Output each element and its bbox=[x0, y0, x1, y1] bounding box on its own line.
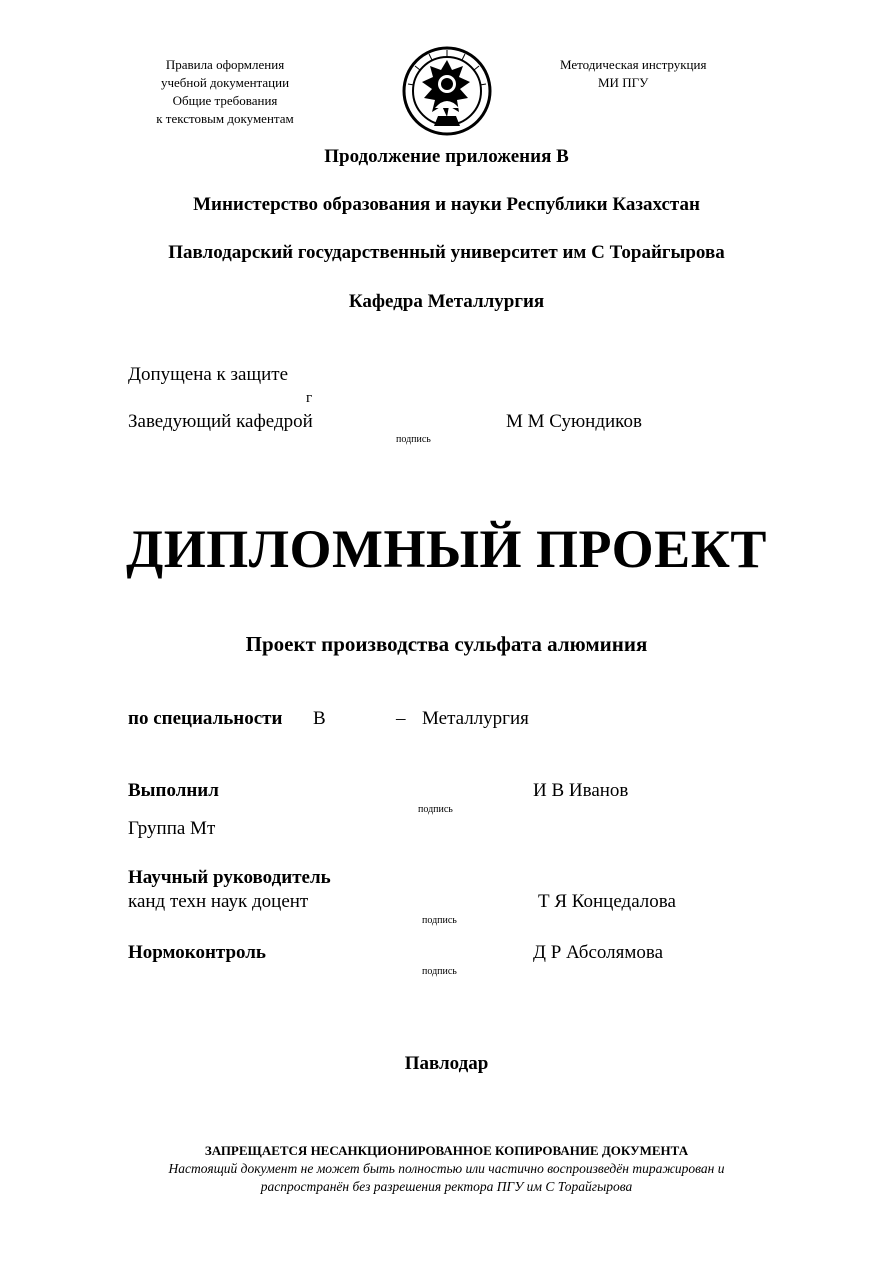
normcontrol-name: Д Р Абсолямова bbox=[533, 942, 664, 963]
copy-notice-line: Настоящий документ не может быть полностью или частично воспроизведён тиражирован и bbox=[168, 1161, 725, 1176]
header-left-block bbox=[120, 56, 330, 128]
signature-caption: подпись bbox=[422, 966, 457, 977]
document-title: ДИПЛОМНЫЙ ПРОЕКТ bbox=[126, 519, 767, 579]
header-right-line: Методическая инструкция bbox=[560, 57, 707, 72]
signature-caption: подпись bbox=[422, 915, 457, 926]
signature-caption: подпись bbox=[396, 434, 431, 445]
header-left-line: Общие требования bbox=[172, 93, 278, 108]
header-right-block bbox=[560, 56, 750, 92]
specialty-code: В bbox=[313, 708, 326, 729]
header-left-line: Правила оформления bbox=[165, 57, 285, 72]
header-left-line: учебной документации bbox=[160, 75, 290, 90]
supervisor-degree: канд техн наук доцент bbox=[128, 891, 309, 912]
performer-label: Выполнил bbox=[128, 780, 219, 801]
ministry-heading: Министерство образования и науки Республики Казахстан bbox=[193, 194, 700, 215]
supervisor-label: Научный руководитель bbox=[128, 867, 331, 888]
header-left-line: к текстовым документам bbox=[156, 111, 294, 126]
header-right-line: МИ ПГУ bbox=[598, 75, 649, 90]
specialty-label: по специальности bbox=[128, 708, 283, 729]
department-heading: Кафедра Металлургия bbox=[348, 291, 545, 312]
university-emblem-icon bbox=[402, 46, 492, 136]
head-of-department-label: Заведующий кафедрой bbox=[128, 411, 313, 432]
performer-name: И В Иванов bbox=[533, 780, 629, 801]
specialty-dash: – bbox=[396, 708, 406, 729]
university-heading: Павлодарский государственный университет им С Торайгырова bbox=[168, 242, 725, 263]
head-of-department-name: М М Суюндиков bbox=[506, 411, 642, 432]
project-subtitle: Проект производства сульфата алюминия bbox=[245, 632, 648, 656]
signature-caption: подпись bbox=[418, 804, 453, 815]
admitted-label: Допущена к защите bbox=[128, 364, 288, 385]
city-label: Павлодар bbox=[404, 1053, 489, 1074]
continuation-heading: Продолжение приложения В bbox=[324, 146, 569, 167]
group-label: Группа Мт bbox=[128, 818, 216, 839]
specialty-name: Металлургия bbox=[422, 708, 529, 729]
copy-notice-line: распространён без разрешения ректора ПГУ им С Торайгырова bbox=[260, 1179, 633, 1194]
year-suffix: г bbox=[306, 390, 313, 406]
normcontrol-label: Нормоконтроль bbox=[128, 942, 266, 963]
copy-warning: ЗАПРЕЩАЕТСЯ НЕСАНКЦИОНИРОВАННОЕ КОПИРОВАНИЕ ДОКУМЕНТА bbox=[204, 1143, 689, 1158]
supervisor-name: Т Я Концедалова bbox=[538, 891, 676, 912]
